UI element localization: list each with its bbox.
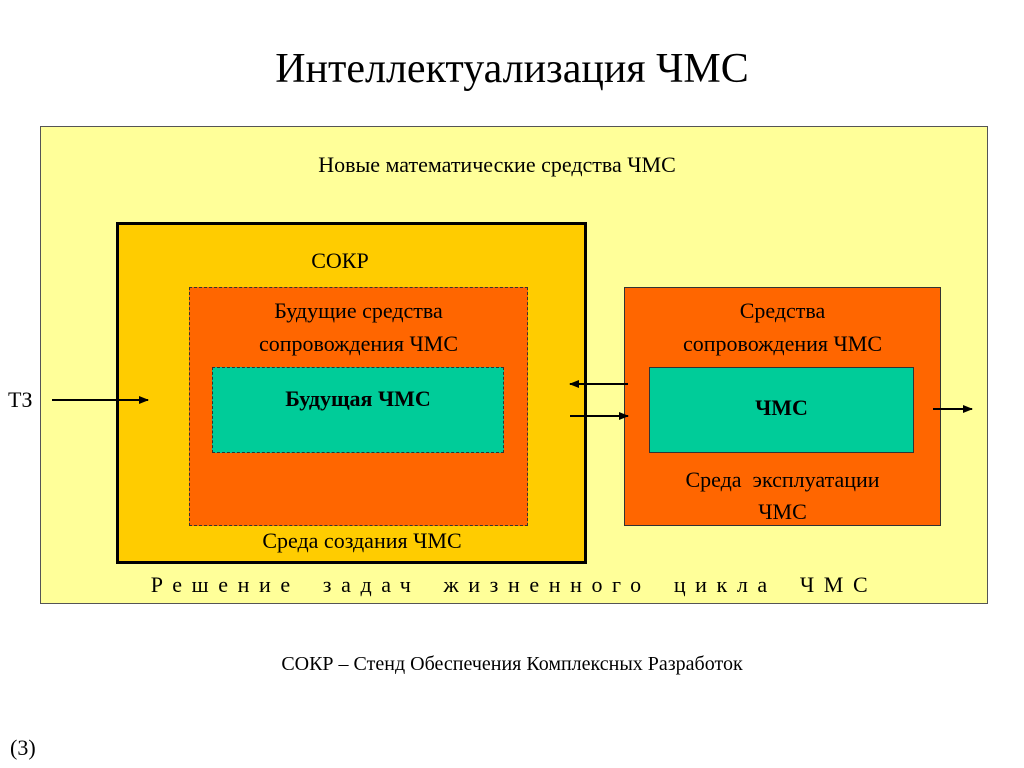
abbreviation-note: СОКР – Стенд Обеспечения Комплексных Разработок: [281, 653, 743, 675]
support-tools-line1: Средства: [739, 298, 826, 323]
outer-heading: Новые математические средства ЧМС: [318, 152, 676, 177]
page-number: (3): [10, 735, 36, 760]
future-chms-label: Будущая ЧМС: [285, 386, 431, 411]
sokr-label: СОКР: [311, 248, 369, 273]
operation-env-caption2: ЧМС: [758, 499, 807, 524]
creation-env-caption: Среда создания ЧМС: [262, 528, 462, 553]
lifecycle-footer: Решение задач жизненного цикла ЧМС: [150, 572, 878, 597]
future-support-line2: сопровождения ЧМС: [258, 331, 459, 356]
chms-label: ЧМС: [755, 395, 808, 420]
future-support-line1: Будущие средства: [274, 298, 443, 323]
operation-env-caption1: Среда эксплуатации: [685, 467, 880, 492]
slide-title: Интеллектуализация ЧМС: [275, 46, 749, 92]
support-tools-line2: сопровождения ЧМС: [682, 331, 883, 356]
tz-input-label: ТЗ: [8, 387, 33, 412]
